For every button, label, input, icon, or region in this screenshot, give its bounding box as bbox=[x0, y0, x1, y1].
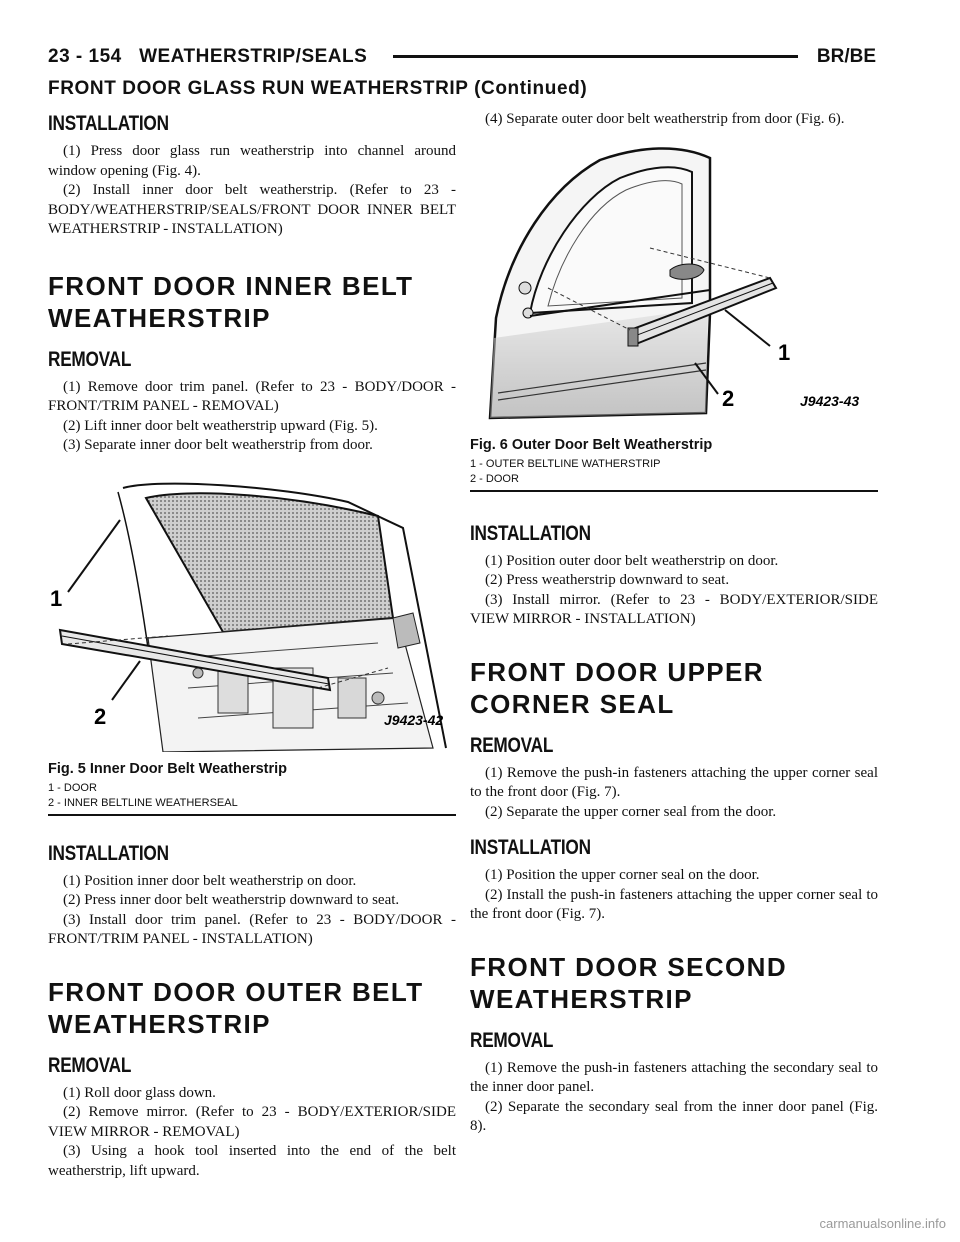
callout-2: 2 bbox=[722, 385, 735, 411]
right-column bbox=[470, 110, 878, 1137]
installation-heading: INSTALLATION bbox=[48, 112, 169, 135]
installation-heading: INSTALLATION bbox=[48, 841, 169, 865]
step: (2) Remove mirror. (Refer to 23 - BODY/EXTERIOR/SIDE VIEW MIRROR - REMOVAL) bbox=[48, 1104, 456, 1140]
step: (2) Install inner door belt weatherstrip. (Refer to 23 - BODY/WEATHERSTRIP/SEALS/FRONT DOOR INNER BELT WEATHERSTRIP - INSTALLATION) bbox=[48, 182, 456, 237]
legend-item: 2 - INNER BELTLINE WEATHERSEAL bbox=[48, 796, 238, 809]
step: (4) Separate outer door belt weatherstrip from door (Fig. 6). bbox=[485, 111, 845, 127]
page-header bbox=[48, 46, 876, 76]
removal-heading: REMOVAL bbox=[48, 1053, 132, 1077]
removal-heading: REMOVAL bbox=[48, 347, 132, 371]
section-title-second-weatherstrip: FRONT DOOR SECOND WEATHERSTRIP bbox=[470, 951, 788, 1014]
model-code: BR/BE bbox=[816, 46, 876, 67]
figure-code: J9423-43 bbox=[800, 392, 860, 409]
figure-5 bbox=[48, 468, 456, 816]
installation-heading: INSTALLATION bbox=[470, 836, 591, 859]
step: (3) Install mirror. (Refer to 23 - BODY/EXTERIOR/SIDE VIEW MIRROR - INSTALLATION) bbox=[470, 591, 878, 627]
step: (2) Press weatherstrip downward to seat. bbox=[485, 572, 730, 588]
step: (3) Using a hook tool inserted into the end of the belt weatherstrip, lift upward. bbox=[48, 1143, 456, 1179]
outer-door-belt-illustration bbox=[470, 138, 876, 428]
step: (1) Roll door glass down. bbox=[63, 1084, 216, 1101]
callout-1: 1 bbox=[778, 339, 791, 365]
step: (2) Press inner door belt weatherstrip downward to seat. bbox=[63, 892, 400, 908]
figure-code: J9423-42 bbox=[384, 711, 444, 728]
installation-heading: INSTALLATION bbox=[470, 521, 591, 545]
figure-caption: Fig. 5 Inner Door Belt Weatherstrip bbox=[48, 760, 288, 777]
callout-2: 2 bbox=[94, 703, 107, 729]
legend-item: 2 - DOOR bbox=[470, 472, 519, 485]
section-title-upper-corner: FRONT DOOR UPPER CORNER SEAL bbox=[470, 656, 764, 719]
figure-caption: Fig. 6 Outer Door Belt Weatherstrip bbox=[470, 436, 713, 453]
step: (3) Separate inner door belt weatherstrip from door. bbox=[63, 437, 373, 453]
step: (1) Remove the push-in fasteners attaching the upper corner seal to the front door (Fig. 7). bbox=[470, 764, 878, 800]
legend-item: 1 - OUTER BELTLINE WATHERSTRIP bbox=[470, 457, 661, 470]
step: (2) Lift inner door belt weatherstrip upward (Fig. 5). bbox=[63, 417, 378, 434]
left-column bbox=[48, 110, 456, 1181]
step: (1) Position the upper corner seal on the door. bbox=[485, 867, 760, 883]
section-title-inner-belt: FRONT DOOR INNER BELT WEATHERSTRIP bbox=[48, 270, 414, 333]
removal-heading: REMOVAL bbox=[470, 1028, 554, 1052]
callout-1: 1 bbox=[50, 585, 63, 611]
legend-item: 1 - DOOR bbox=[48, 781, 97, 794]
step: (3) Install door trim panel. (Refer to 23 - BODY/DOOR - FRONT/TRIM PANEL - INSTALLATION) bbox=[48, 911, 456, 947]
step: (1) Press door glass run weatherstrip into channel around window opening (Fig. 4). bbox=[48, 143, 456, 179]
continued-title: FRONT DOOR GLASS RUN WEATHERSTRIP (Continued) bbox=[48, 78, 588, 99]
step: (1) Position outer door belt weatherstrip on door. bbox=[485, 552, 779, 569]
footer-watermark: carmanualsonline.info bbox=[819, 1216, 946, 1231]
step: (2) Install the push-in fasteners attaching the upper corner seal to the front door (Fig. 7). bbox=[470, 886, 878, 922]
step: (1) Remove the push-in fasteners attaching the secondary seal to the inner door panel. bbox=[470, 1059, 878, 1095]
step: (1) Position inner door belt weatherstrip on door. bbox=[63, 872, 357, 889]
section-title-outer-belt: FRONT DOOR OUTER BELT WEATHERSTRIP bbox=[48, 976, 424, 1039]
header-rule bbox=[393, 55, 798, 58]
step: (2) Separate the secondary seal from the inner door panel (Fig. 8). bbox=[470, 1098, 878, 1134]
inner-door-belt-illustration bbox=[48, 468, 448, 752]
page-number-section: 23 - 154 WEATHERSTRIP/SEALS bbox=[48, 46, 368, 67]
step: (1) Remove door trim panel. (Refer to 23 - BODY/DOOR - FRONT/TRIM PANEL - REMOVAL) bbox=[48, 378, 456, 414]
step: (2) Separate the upper corner seal from the door. bbox=[485, 803, 777, 820]
figure-rule bbox=[470, 490, 878, 492]
figure-rule bbox=[48, 814, 456, 816]
removal-heading: REMOVAL bbox=[470, 733, 554, 757]
figure-6 bbox=[470, 138, 878, 492]
